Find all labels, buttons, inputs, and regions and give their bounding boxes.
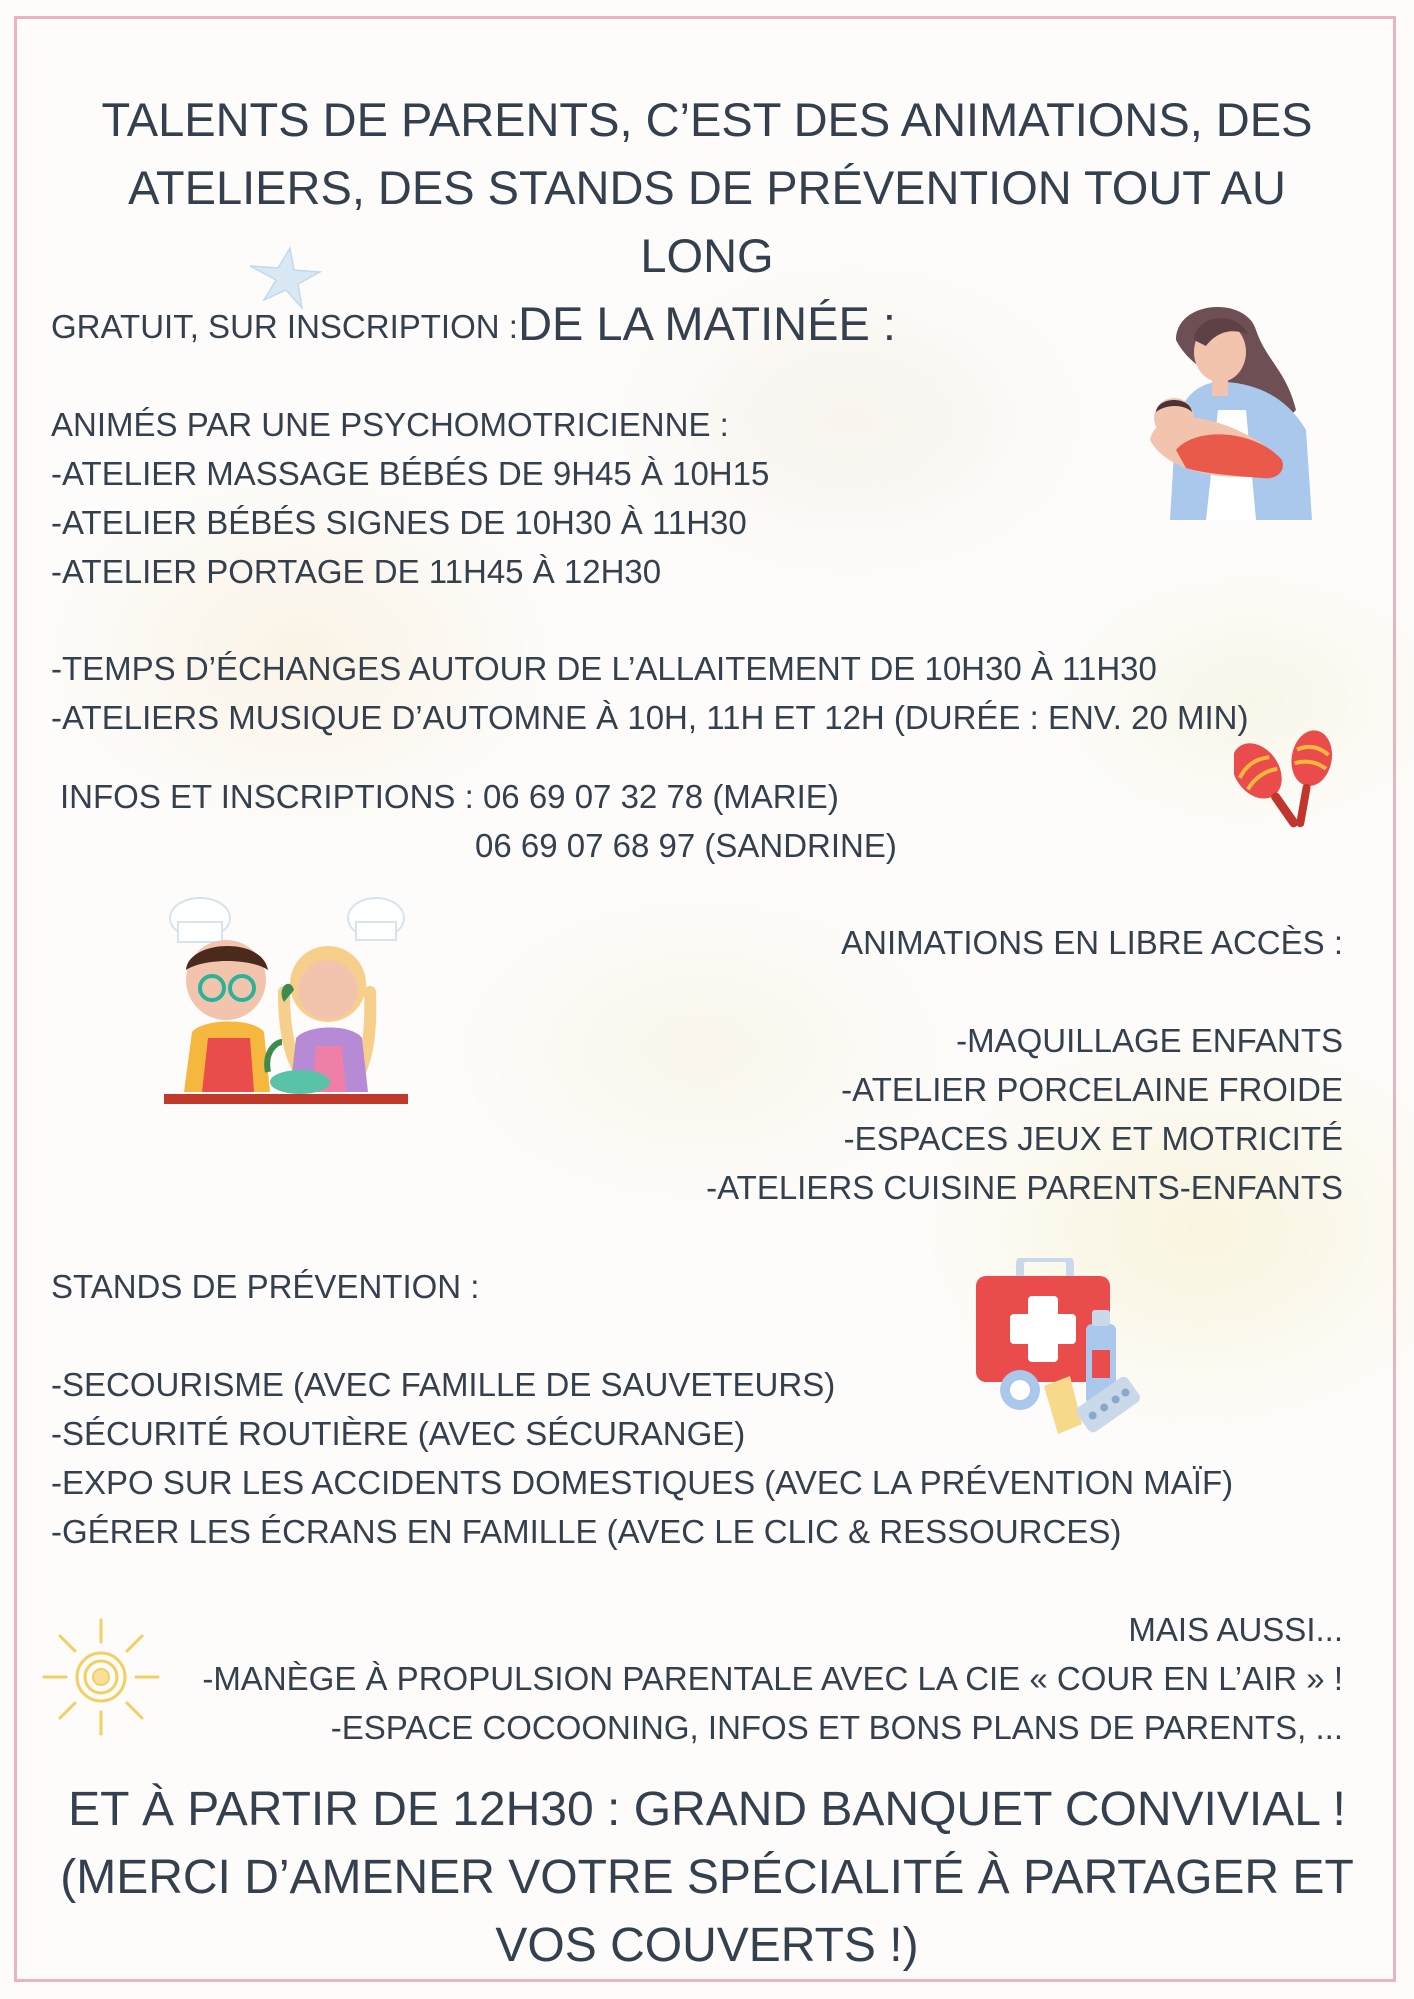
psy-heading: ANIMÉS PAR UNE PSYCHOMOTRICIENNE :: [51, 406, 729, 443]
maracas-icon: [1234, 724, 1338, 848]
title-line: ATELIERS, DES STANDS DE PRÉVENTION TOUT AU LONG: [128, 161, 1286, 282]
aussi-heading: MAIS AUSSI...: [1128, 1611, 1343, 1648]
aussi-item: -MANÈGE À PROPULSION PARENTALE AVEC LA CIE « COUR EN L’AIR » !: [202, 1660, 1343, 1697]
stands-heading: STANDS DE PRÉVENTION :: [51, 1268, 480, 1305]
banquet-line: VOS COUVERTS !): [495, 1919, 919, 1972]
libre-item: -ATELIER PORCELAINE FROIDE: [841, 1071, 1343, 1108]
psy-item: -ATELIER BÉBÉS SIGNES DE 10H30 À 11H30: [51, 504, 747, 541]
title-line: TALENTS DE PARENTS, C’EST DES ANIMATIONS, DES: [101, 93, 1313, 146]
gratuit-label: GRATUIT, SUR INSCRIPTION :: [51, 308, 518, 345]
psy-item: -ATELIER PORTAGE DE 11H45 À 12H30: [51, 553, 662, 590]
workshop-item: -TEMPS D’ÉCHANGES AUTOUR DE L’ALLAITEMENT DE 10H30 À 11H30: [51, 650, 1157, 687]
banquet-line: (MERCI D’AMENER VOTRE SPÉCIALITÉ À PARTAGER ET: [60, 1851, 1354, 1904]
banquet-announcement: [60, 1776, 1354, 1980]
libre-item: -ATELIERS CUISINE PARENTS-ENFANTS: [706, 1169, 1343, 1206]
stands-item: -SÉCURITÉ ROUTIÈRE (AVEC SÉCURANGE): [51, 1415, 746, 1452]
sun-icon: [38, 1614, 164, 1740]
stands-item: -EXPO SUR LES ACCIDENTS DOMESTIQUES (AVEC LA PRÉVENTION MAÏF): [51, 1464, 1234, 1501]
breastfeeding-mother-icon: [1136, 300, 1316, 522]
libre-item: -ESPACES JEUX ET MOTRICITÉ: [843, 1120, 1343, 1157]
infos-label: INFOS ET INSCRIPTIONS : 06 69 07 32 78 (MARIE): [60, 778, 839, 815]
banquet-line: ET À PARTIR DE 12H30 : GRAND BANQUET CONVIVIAL !: [68, 1783, 1346, 1836]
stands-item: -GÉRER LES ÉCRANS EN FAMILLE (AVEC LE CLIC & RESSOURCES): [51, 1513, 1122, 1550]
title-line: DE LA MATINÉE :: [518, 297, 896, 350]
libre-item: -MAQUILLAGE ENFANTS: [956, 1022, 1343, 1059]
stands-item: -SECOURISME (AVEC FAMILLE DE SAUVETEURS): [51, 1366, 836, 1403]
cooking-children-icon: [164, 892, 410, 1108]
star-icon: [248, 246, 322, 310]
libre-heading: ANIMATIONS EN LIBRE ACCÈS :: [841, 924, 1343, 961]
aussi-item: -ESPACE COCOONING, INFOS ET BONS PLANS DE PARENTS, ...: [330, 1709, 1343, 1746]
first-aid-kit-icon: [974, 1258, 1152, 1436]
workshop-item: -ATELIERS MUSIQUE D’AUTOMNE À 10H, 11H ET 12H (DURÉE : ENV. 20 MIN): [51, 699, 1249, 736]
psy-item: -ATELIER MASSAGE BÉBÉS DE 9H45 À 10H15: [51, 455, 770, 492]
infos-second-phone: 06 69 07 68 97 (SANDRINE): [475, 827, 897, 864]
